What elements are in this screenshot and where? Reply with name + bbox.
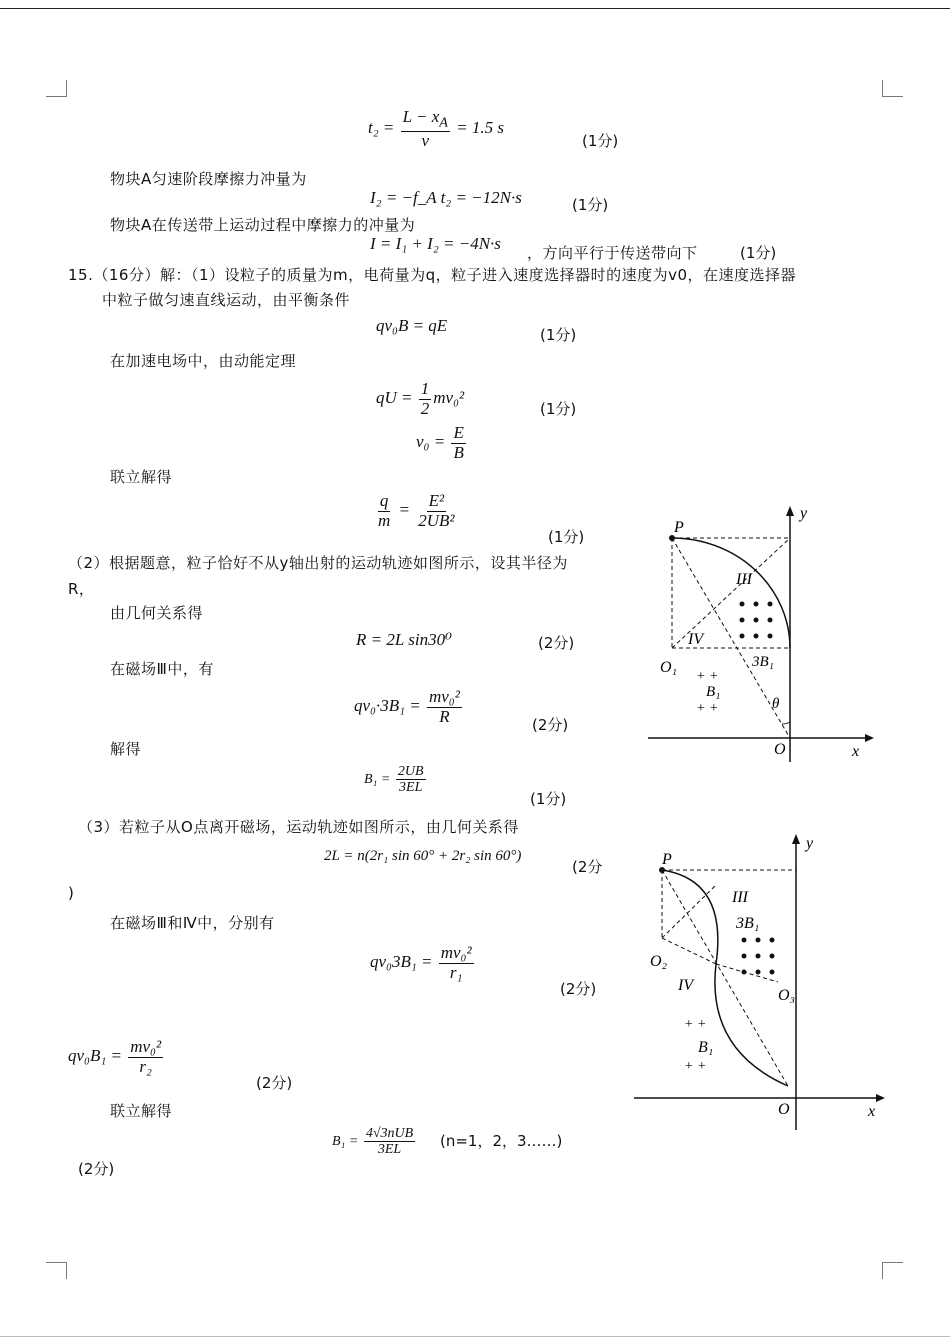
- solve-title-2: 解得: [110, 740, 142, 758]
- score-balance: (1分): [540, 326, 577, 344]
- crop-mark-top-right: [882, 80, 903, 97]
- x-arrow-2: [876, 1094, 885, 1102]
- impulse-direction-note: ，方向平行于传送带向下: [527, 244, 698, 262]
- label-plus-row2-1: + +: [696, 701, 719, 716]
- label-b1-2: B₁: [698, 1039, 714, 1056]
- impulse-total-title: 物块A在传送带上运动过程中摩擦力的冲量为: [110, 216, 416, 234]
- label-x-2: x: [868, 1103, 876, 1120]
- equation-i2: I₂ = −f_A t₂ = −12N·s: [370, 188, 522, 207]
- score-b1-final: (2分): [78, 1160, 115, 1178]
- label-p-2: P: [662, 851, 672, 868]
- score-i-total: (1分): [740, 244, 777, 262]
- equation-radius: R = 2L sin30⁰: [356, 630, 452, 649]
- angle-arc-1: [782, 722, 790, 724]
- equation-t2: t₂ = $\frac{L - x_A}{v}$ = 1.5 s: [368, 107, 505, 150]
- label-plus-row2-2: + +: [684, 1059, 707, 1074]
- dashed-o2-2: [662, 938, 716, 964]
- part3-title: （3）若粒子从O点离开磁场，运动轨迹如图所示，由几何关系得: [78, 818, 519, 836]
- trajectory-arc-lower-2: [715, 964, 788, 1086]
- field3-title: 在磁场Ⅲ中，有: [110, 660, 214, 678]
- equation-q-over-m: $\frac{q}{m}$ = $\frac{\text{E²}}{\text{2UB²}}$: [378, 491, 455, 530]
- part2-line-1: （2）根据题意，粒子恰好不从y轴出射的运动轨迹如图所示，设其半径为: [68, 554, 568, 572]
- label-o2-2: O₂: [650, 953, 668, 970]
- solve-title-1: 联立解得: [110, 468, 173, 486]
- field-dots-2: [742, 938, 775, 975]
- score-q-over-m: (1分): [548, 528, 585, 546]
- equation-balance: qv₀B = qE: [376, 316, 448, 335]
- field34-title: 在磁场Ⅲ和Ⅳ中，分别有: [110, 914, 275, 932]
- label-b1-1: B₁: [706, 684, 721, 700]
- crop-mark-bottom-left: [46, 1262, 67, 1279]
- impulse-uniform-title: 物块A匀速阶段摩擦力冲量为: [110, 170, 307, 188]
- field-dots-1: [740, 602, 773, 639]
- geometry-title: 由几何关系得: [110, 604, 204, 622]
- q15-intro-line-1: 15.（16分）解：（1）设粒子的质量为m，电荷量为q，粒子进入速度选择器时的速度为v0，在速度选择器: [68, 266, 797, 284]
- label-plus-row1-1: + +: [696, 669, 719, 684]
- equation-b1: B₁ = $\frac{2UB}{3EL}$: [364, 764, 424, 796]
- y-arrow-2: [792, 834, 800, 844]
- label-y-2: y: [806, 835, 814, 852]
- crop-mark-bottom-right: [882, 1262, 903, 1279]
- equation-force-3b1: qv₀·3B₁ = $\frac{\text{mv₀²}}{R}$: [354, 687, 460, 726]
- accel-field-title: 在加速电场中，由动能定理: [110, 352, 297, 370]
- score-2l-close: ): [68, 884, 74, 902]
- label-3b1-2: 3B₁: [736, 915, 760, 932]
- equation-b1-final-note: (n=1，2，3……): [440, 1132, 563, 1150]
- bottom-border: [0, 1336, 950, 1337]
- score-t2: (1分): [582, 132, 619, 150]
- trajectory-diagram-1: [640, 500, 880, 765]
- label-y-1: y: [800, 505, 808, 522]
- trajectory-diagram-2: [628, 830, 888, 1135]
- equation-r1: qv₀3B₁ = $\frac{\text{mv₀²}}{\text{r₁}}$: [370, 943, 472, 982]
- score-r2: (2分): [256, 1074, 293, 1092]
- score-energy: (1分): [540, 400, 577, 418]
- label-o-2: O: [778, 1101, 790, 1118]
- label-iv-1: IV: [688, 631, 704, 648]
- solve-title-3: 联立解得: [110, 1102, 173, 1120]
- label-o-1: O: [774, 741, 786, 758]
- top-border: [0, 8, 950, 9]
- score-radius: (2分): [538, 634, 575, 652]
- q15-intro-line-2: 中粒子做匀速直线运动，由平衡条件: [102, 291, 351, 309]
- label-x-1: x: [852, 743, 860, 760]
- label-iv-2: IV: [678, 977, 694, 994]
- equation-energy: qU = $\frac{1}{2}$ mv₀²: [376, 379, 465, 418]
- score-force-3b1: (2分): [532, 716, 569, 734]
- score-b1: (1分): [530, 790, 567, 808]
- equation-r2: qv₀B₁ = $\frac{\text{mv₀²}}{\text{r₂}}$: [68, 1037, 162, 1076]
- label-o3-2: O₃: [778, 987, 796, 1004]
- equation-v0: v₀ = $\frac{E}{B}$: [416, 423, 464, 462]
- label-iii-2: III: [732, 889, 748, 906]
- label-theta-1: θ: [772, 696, 780, 712]
- y-arrow-1: [786, 506, 794, 516]
- x-arrow-1: [865, 734, 874, 742]
- equation-b1-final: B₁ = $\frac{\text{4√3nUB}}{3EL}$: [332, 1126, 414, 1158]
- crop-mark-top-left: [46, 80, 67, 97]
- label-3b1-1: 3B₁: [752, 654, 774, 670]
- part2-line-2: R，: [68, 580, 95, 598]
- label-p-1: P: [674, 519, 684, 536]
- label-iii-1: III: [736, 571, 752, 588]
- score-i2: (1分): [572, 196, 609, 214]
- label-plus-row1-2: + +: [684, 1017, 707, 1032]
- label-o1-1: O₁: [660, 659, 678, 676]
- score-2l: (2分: [572, 858, 603, 876]
- equation-2l: 2L = n(2r₁ sin 60° + 2r₂ sin 60°): [324, 848, 522, 864]
- score-r1: (2分): [560, 980, 597, 998]
- equation-i-total: I = I₁ + I₂ = −4N·s: [370, 234, 501, 253]
- dashed-o2b-2: [662, 885, 716, 938]
